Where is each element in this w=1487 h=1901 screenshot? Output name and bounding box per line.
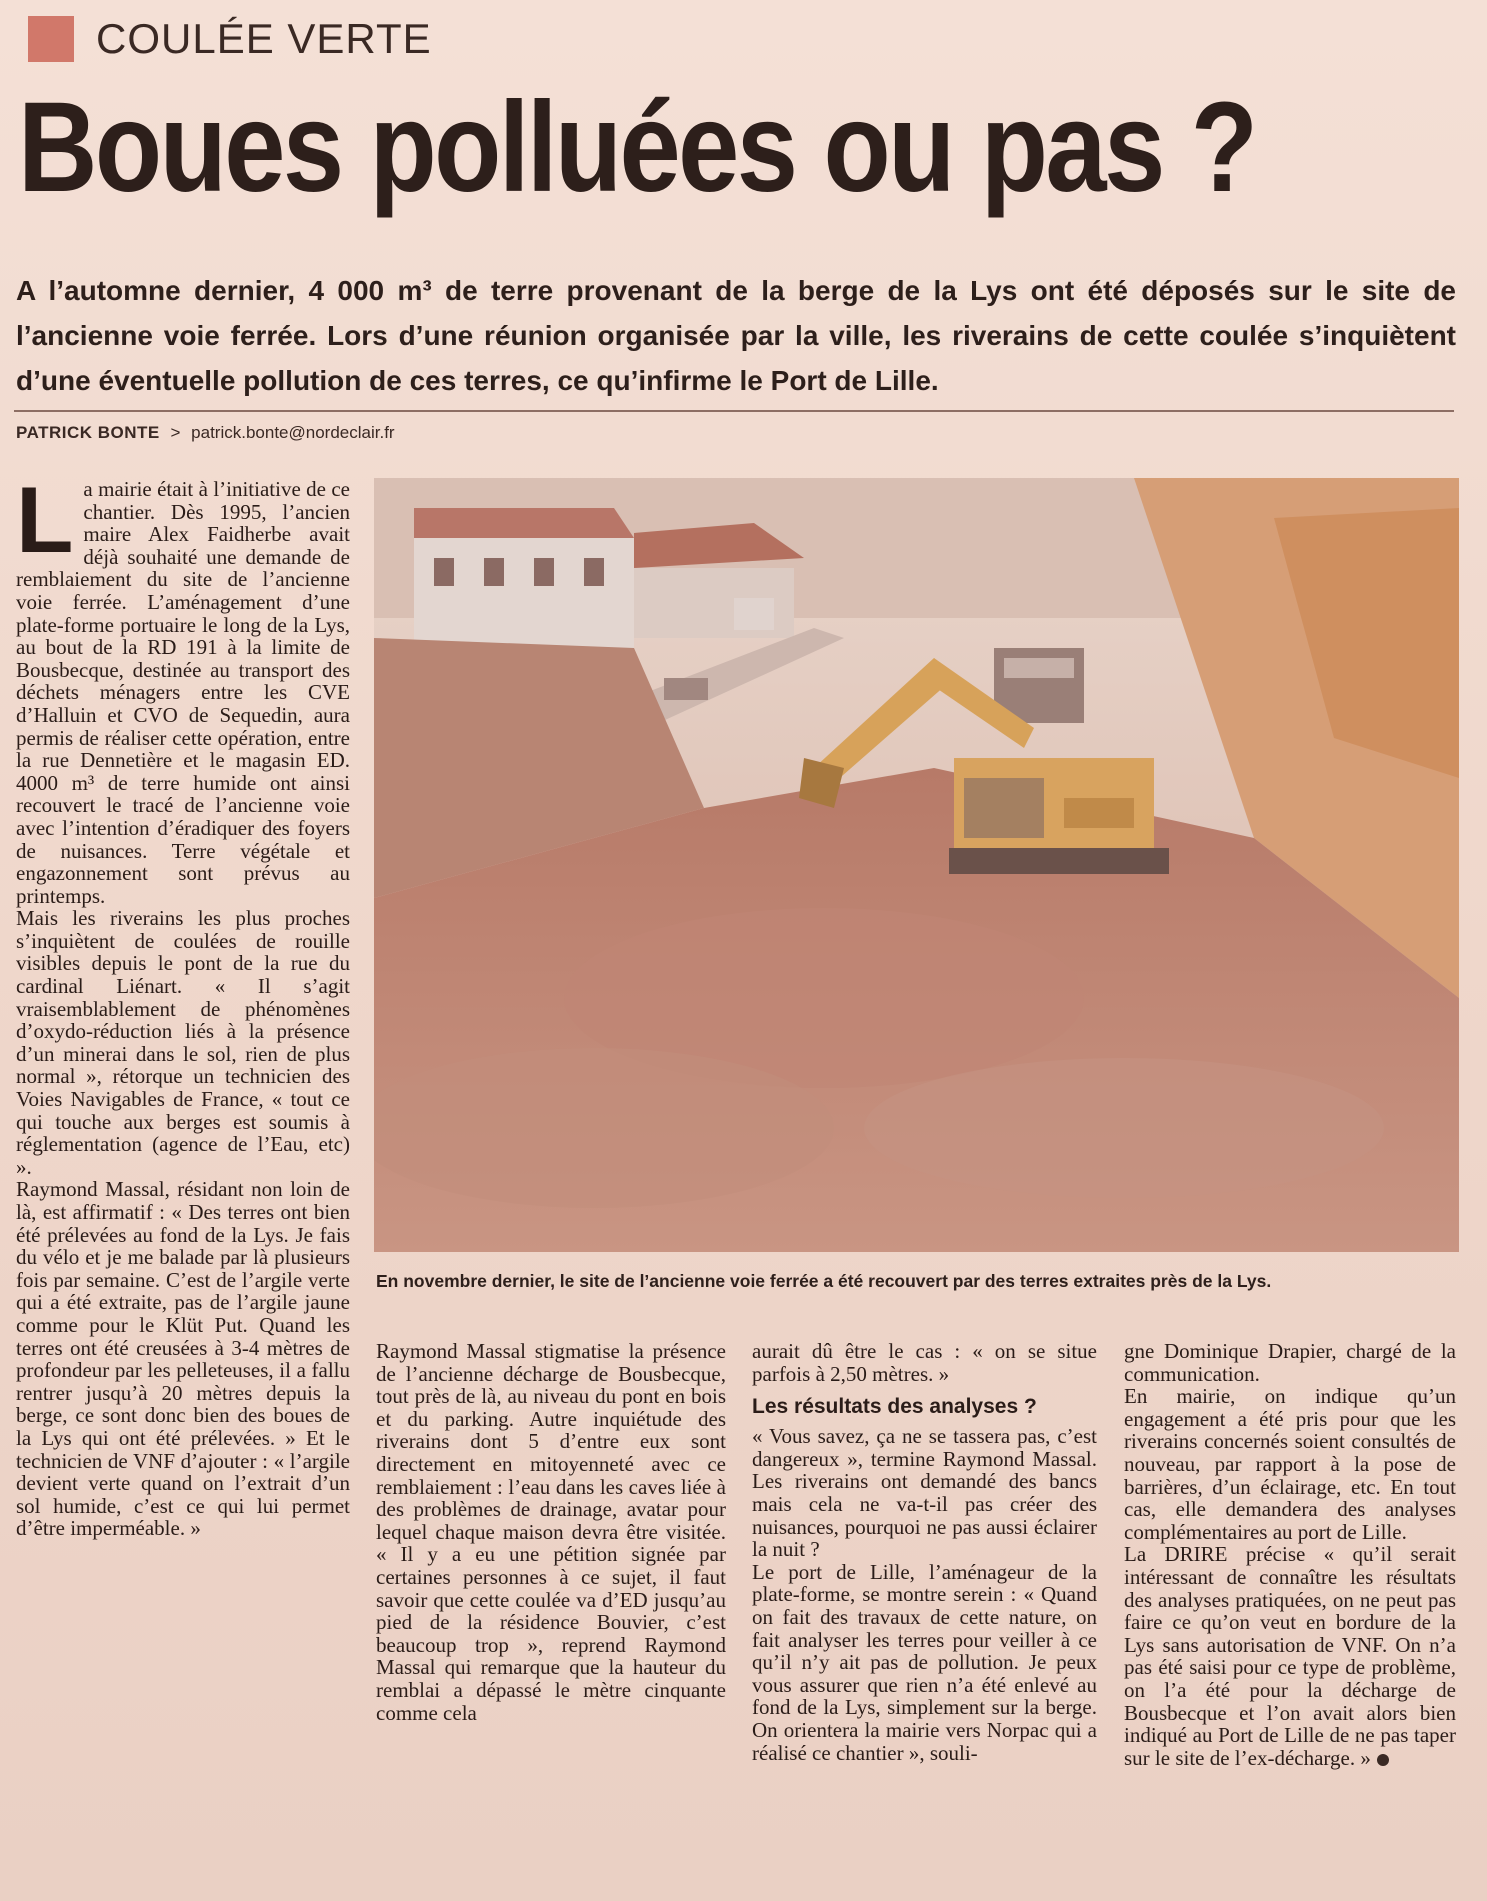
paragraph: « Vous savez, ça ne se tassera pas, c’est dangereux », termine Raymond Massal. Les riverains ont demandé des bancs mais cela ne va-t-il pas créer des nuisances, pourquoi ne pas aussi éclairer la nuit ?: [752, 1424, 1097, 1562]
byline: [16, 418, 395, 448]
headline: Boues polluées ou pas ?: [18, 76, 1256, 219]
lead-paragraph: A l’automne dernier, 4 000 m³ de terre provenant de la berge de la Lys ont été déposés sur le site de l’ancienne voie ferrée. Lors d’une réunion organisée par la ville, les riverains de cette coulée s’inquiètent d’une éventuelle pollution de ces terres, ce qu’infirme le Port de Lille.: [16, 275, 1456, 396]
paragraph: aurait dû être le cas : « on se situe parfois à 2,50 mètres. »: [752, 1339, 1097, 1386]
end-mark-icon: [1377, 1754, 1389, 1766]
excavator-site-photo: [374, 478, 1459, 1252]
paragraph: [1124, 1543, 1456, 1769]
divider: [14, 410, 1454, 412]
paragraph-text: a mairie était à l’initiative de ce chantier. Dès 1995, l’ancien maire Alex Faidherbe avait déjà souhaité une demande de remblaiement du site de l’ancienne voie ferrée. L’aménagement d’une plate-forme portuaire le long de la Lys, au bout de la RD 191 à la limite de Bousbecque, destinée au transport des déchets ménagers entre les CVE d’Halluin et CVO de Sequedin, aura permis de réaliser cette opération, entre la rue Dennetière et le magasin ED. 4000 m³ de terre humide ont ainsi recouvert le tracé de l’ancienne voie avec l’intention d’éradiquer des foyers de nuisances. Terre végétale et engazonnement sont prévus au printemps.: [16, 477, 350, 908]
paragraph-text: La DRIRE précise « qu’il serait intéressant de connaître les résultats des analyses pratiquées, on ne peut pas faire ce qu’on veut en bordure de la Lys sans autorisation de VNF. On n’a pas été saisi pour ce type de problème, on l’a été pour la décharge de Bousbecque et l’on avait alors bien indiqué au Port de Lille de ne pas taper sur le site de l’ex-décharge. »: [1124, 1542, 1456, 1770]
column-2: [376, 1340, 726, 1724]
column-4: [1124, 1340, 1456, 1769]
drop-cap: L: [16, 467, 74, 572]
paragraph: Le port de Lille, l’aménageur de la plate-forme, se montre serein : « Quand on fait des travaux de cette nature, on fait analyser les terres pour veiller à ce qu’il n’y ait pas de pollution. Je peux vous assurer que rien n’a été enlevé au fond de la Lys, simplement sur la berge. On orientera la mairie vers Norpac qui a réalisé ce chantier », souli-: [752, 1559, 1097, 1765]
paragraph: Raymond Massal, résidant non loin de là, est affirmatif : « Des terres ont bien été prélevées au fond de la Lys. Je fais du vélo et je me balade par là plusieurs fois par semaine. C’est de l’argile verte qui a été extraite, pas de l’argile jaune comme pour le Klüt Put. Quand les terres ont été creusées à 3-4 mètres de profondeur par les pelleteuses, il a fallu rentrer jusqu’à 20 mètres depuis la berge, ce sont donc bien des boues de la Lys qui ont été prélevées. » Et le technicien de VNF d’ajouter : « l’argile devient verte quand on l’extrait d’un sol humide, c’est ce qui lui permet d’être imperméable. »: [16, 1177, 350, 1541]
column-3: [752, 1340, 1097, 1764]
paragraph: [16, 467, 350, 908]
article-photo: [374, 478, 1459, 1252]
column-1: [16, 467, 350, 1541]
byline-separator: >: [170, 423, 181, 442]
subheading: Les résultats des analyses ?: [752, 1395, 1037, 1419]
paragraph: gne Dominique Drapier, chargé de la communication.: [1124, 1339, 1456, 1386]
paragraph: Mais les riverains les plus proches s’inquiètent de coulées de rouille visibles depuis le pont de la rue du cardinal Liénart. « Il s’agit vraisemblablement de phénomènes d’oxydo-réduction liés à la présence d’un minerai dans le sol, rien de plus normal », rétorque un technicien des Voies Navigables de France, « tout ce qui touche aux berges est soumis à réglementation (agence de l’Eau, etc) ».: [16, 906, 350, 1179]
section-rubric: [28, 14, 432, 64]
paragraph: Raymond Massal stigmatise la présence de l’ancienne décharge de Bousbecque, tout près de là, au niveau du pont en bois et du parking. Autre inquiétude des riverains dont 5 d’entre eux sont directement en mitoyenneté avec ce remblaiement : l’eau dans les caves liée à des problèmes de drainage, avatar pour lequel chaque maison devra être visitée. « Il y a eu une pétition signée par certaines personnes à ce sujet, il faut savoir que cette coulée va d’ED jusqu’au pied de la résidence Bouvier, c’est beaucoup trop », reprend Raymond Massal qui remarque que la hauteur du remblai a dépassé le mètre cinquante comme cela: [376, 1339, 726, 1725]
photo-caption: En novembre dernier, le site de l’ancienne voie ferrée a été recouvert par des terres extraites près de la Lys.: [376, 1271, 1272, 1291]
author-email: patrick.bonte@nordeclair.fr: [191, 423, 395, 442]
rubric-square-icon: [28, 16, 74, 62]
rubric-label: COULÉE VERTE: [96, 15, 432, 62]
paragraph: En mairie, on indique qu’un engagement a été pris pour que les riverains concernés soient consultés de nouveau, par rapport à la pose de barrières, d’un éclairage, etc. En tout cas, elle demandera des analyses complémentaires au port de Lille.: [1124, 1384, 1456, 1544]
author-name: PATRICK BONTE: [16, 423, 160, 442]
